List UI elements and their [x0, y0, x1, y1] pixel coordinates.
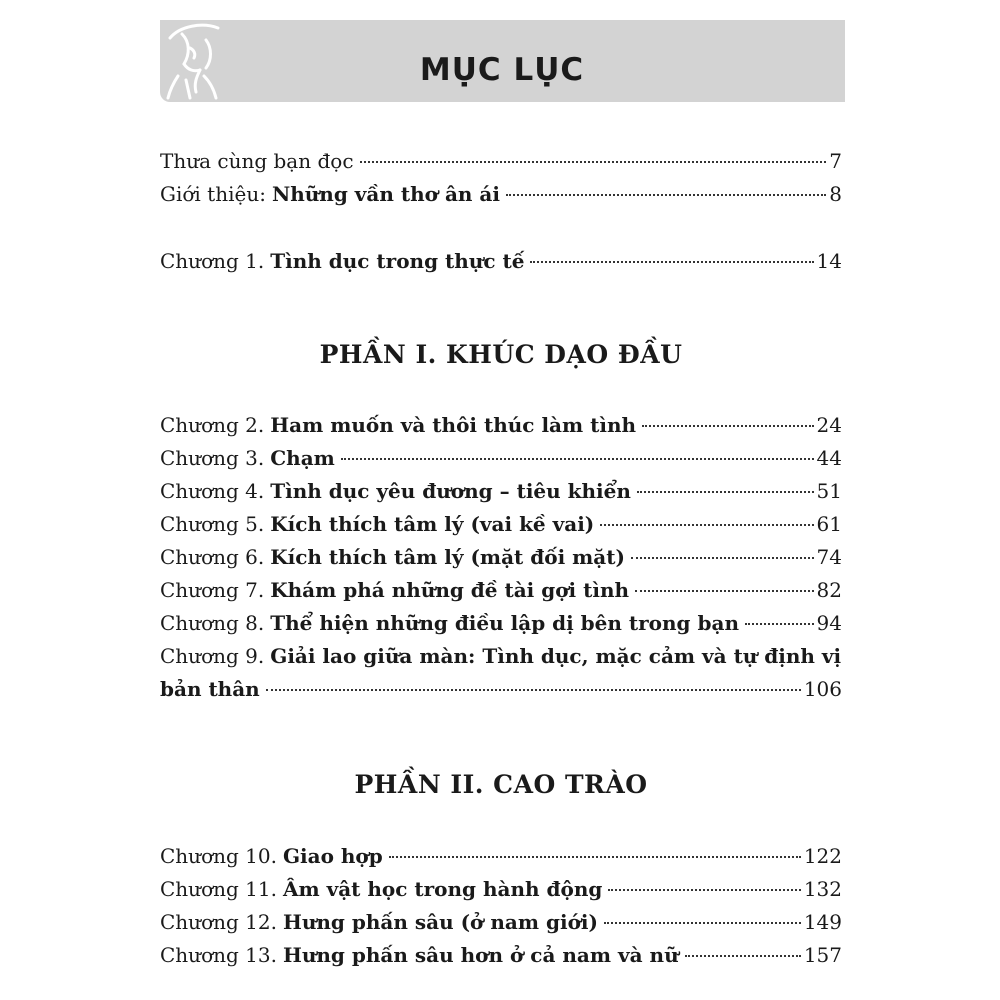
toc-page-number: 122: [803, 844, 842, 868]
toc-page-number: 44: [816, 446, 842, 470]
dot-leader: [360, 161, 827, 163]
toc-entry-title: Những vần thơ ân ái: [271, 182, 500, 206]
toc-page-number: 14: [816, 249, 842, 273]
dot-leader: [685, 955, 801, 957]
dot-leader: [608, 889, 800, 891]
intro-toc-list: [160, 145, 842, 211]
toc-page-number: 82: [816, 578, 842, 602]
toc-entry-label: Chương 11.: [160, 877, 277, 901]
dot-leader: [631, 557, 814, 559]
toc-entry-chapter-12[interactable]: [160, 906, 842, 939]
toc-entry-chapter-11[interactable]: [160, 873, 842, 906]
dot-leader: [389, 856, 801, 858]
toc-entry-label: Chương 8.: [160, 611, 265, 635]
toc-entry-label: Chương 10.: [160, 844, 277, 868]
toc-entry-title: Hưng phấn sâu (ở nam giới): [282, 910, 598, 934]
toc-entry-chapter-9[interactable]: [160, 640, 842, 673]
toc-page-number: 94: [816, 611, 842, 635]
toc-entry-chapter-10[interactable]: [160, 840, 842, 873]
toc-entry-label: Chương 9.: [160, 644, 265, 668]
toc-entry-label: Thưa cùng bạn đọc: [160, 149, 354, 173]
dot-leader: [642, 425, 814, 427]
toc-page-number: 74: [816, 545, 842, 569]
toc-entry-title: Chạm: [270, 446, 335, 470]
toc-entry-title: Giao hợp: [282, 844, 383, 868]
toc-entry-chapter-13[interactable]: [160, 939, 842, 972]
toc-entry-label: Chương 13.: [160, 943, 277, 967]
toc-entry-title-continued: bản thân: [160, 677, 260, 701]
toc-page-number: 157: [803, 943, 842, 967]
toc-entry-chapter-6[interactable]: [160, 541, 842, 574]
toc-entry-label: Chương 3.: [160, 446, 265, 470]
toc-entry-label: Chương 2.: [160, 413, 265, 437]
dot-leader: [635, 590, 814, 592]
dot-leader: [266, 689, 801, 691]
toc-entry-label: Chương 12.: [160, 910, 277, 934]
part-1-heading: PHẦN I. KHÚC DẠO ĐẦU: [319, 340, 683, 369]
dot-leader: [600, 524, 813, 526]
toc-entry-chapter-8[interactable]: [160, 607, 842, 640]
toc-page-number: 51: [816, 479, 842, 503]
toc-page-number: 8: [829, 182, 842, 206]
toc-entry-chapter-1[interactable]: [160, 245, 842, 278]
dot-leader: [530, 261, 813, 263]
toc-entry-title: Tình dục yêu đương – tiêu khiển: [270, 479, 631, 503]
dot-leader: [506, 194, 826, 196]
toc-page-number: 106: [803, 677, 842, 701]
page-title: MỤC LỤC: [419, 52, 585, 88]
toc-entry-label: Chương 6.: [160, 545, 265, 569]
toc-entry-chapter-3[interactable]: [160, 442, 842, 475]
toc-entry-title: Âm vật học trong hành động: [282, 877, 603, 901]
part-2-heading: PHẦN II. CAO TRÀO: [354, 770, 648, 799]
toc-entry-chapter-9-continued[interactable]: [160, 673, 842, 706]
toc-entry-title: Kích thích tâm lý (mặt đối mặt): [270, 545, 625, 569]
toc-entry-chapter-4[interactable]: [160, 475, 842, 508]
toc-entry-title: Kích thích tâm lý (vai kề vai): [270, 512, 595, 536]
toc-entry-title: Ham muốn và thôi thúc làm tình: [270, 413, 637, 437]
toc-entry-introduction[interactable]: [160, 178, 842, 211]
part-1-toc-list: [160, 409, 842, 706]
toc-page-number: 7: [829, 149, 842, 173]
toc-entry-label: Chương 4.: [160, 479, 265, 503]
toc-entry-title: Tình dục trong thực tế: [270, 249, 525, 273]
toc-entry-chapter-7[interactable]: [160, 574, 842, 607]
dot-leader: [637, 491, 814, 493]
chapter1-toc-list: [160, 245, 842, 278]
toc-page-number: 132: [803, 877, 842, 901]
toc-page-number: 24: [816, 413, 842, 437]
toc-entry-label: Giới thiệu:: [160, 182, 266, 206]
dot-leader: [341, 458, 814, 460]
toc-page-number: 149: [803, 910, 842, 934]
toc-entry-label: Chương 7.: [160, 578, 265, 602]
toc-entry-preface[interactable]: [160, 145, 842, 178]
dot-leader: [604, 922, 801, 924]
toc-entry-title: Giải lao giữa màn: Tình dục, mặc cảm và tự định vị: [270, 644, 842, 668]
toc-entry-chapter-5[interactable]: [160, 508, 842, 541]
toc-page-number: 61: [816, 512, 842, 536]
part-2-toc-list: [160, 840, 842, 972]
toc-entry-label: Chương 5.: [160, 512, 265, 536]
dot-leader: [745, 623, 814, 625]
toc-entry-title: Thể hiện những điều lập dị bên trong bạn: [270, 611, 739, 635]
toc-entry-chapter-2[interactable]: [160, 409, 842, 442]
toc-entry-title: Hưng phấn sâu hơn ở cả nam và nữ: [282, 943, 679, 967]
toc-entry-title: Khám phá những đề tài gợi tình: [270, 578, 630, 602]
portrait-silhouette-icon: [160, 20, 226, 102]
toc-entry-label: Chương 1.: [160, 249, 265, 273]
